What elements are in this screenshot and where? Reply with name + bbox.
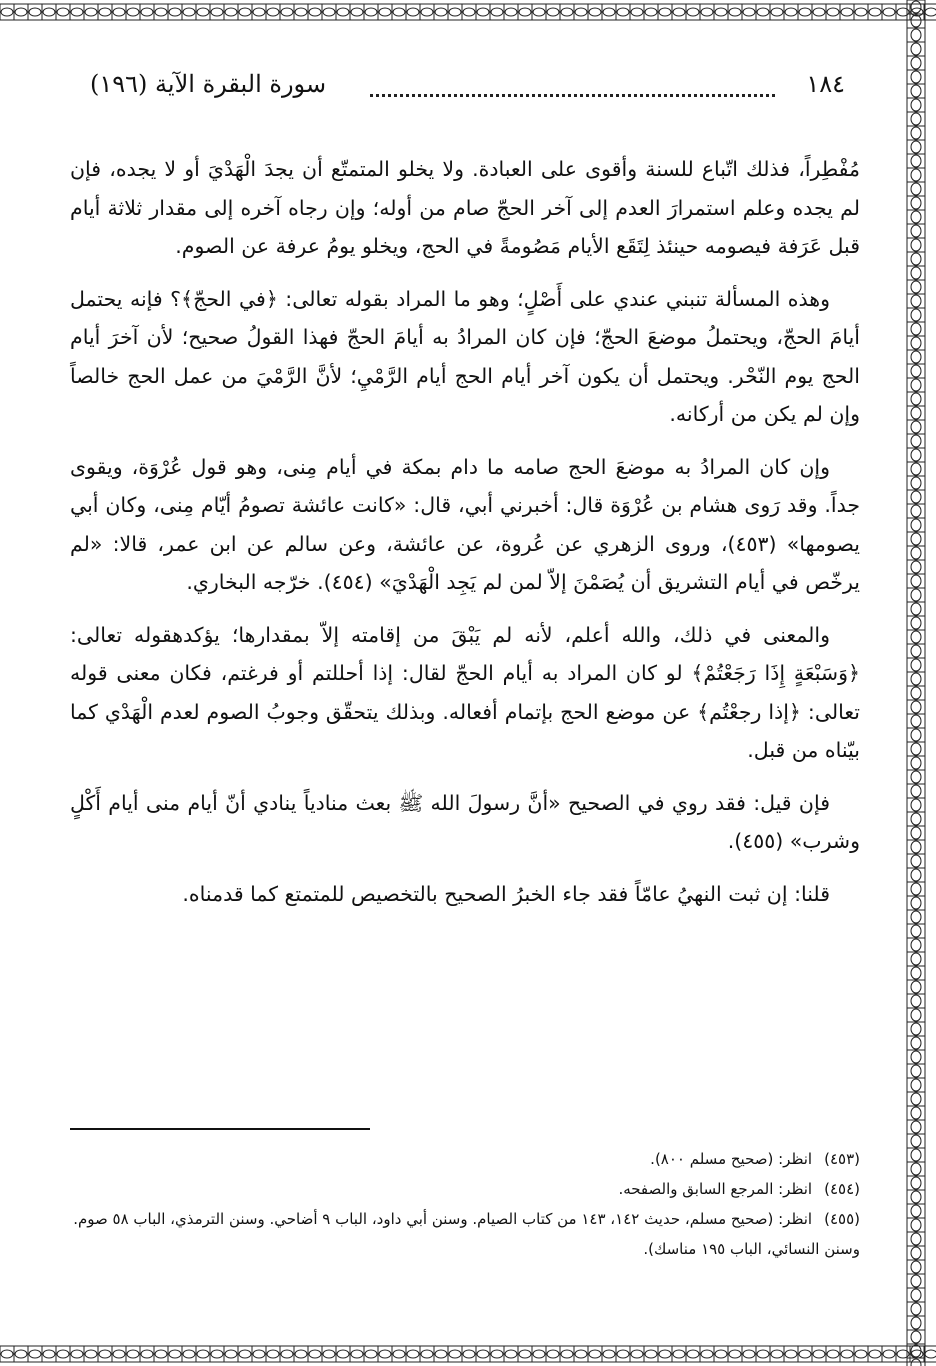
- footnote-number: (٤٥٣): [824, 1150, 860, 1168]
- page-number: ١٨٤: [806, 70, 845, 98]
- page-header: [70, 66, 860, 106]
- footnote-text: انظر: (صحيح مسلم ٨٠٠).: [650, 1150, 813, 1168]
- book-page: [70, 40, 860, 1340]
- paragraph-4: والمعنى في ذلك، والله أعلم، لأنه لم يَبْقَ من إقامته إلاّ بمقدارها؛ يؤكدهقوله تعالى: ﴿وَسَبْعَةٍ إِذَا رَجَعْتُمْ﴾ لو كان المراد به أيام الحجّ لقال: إذا أحللتم أو فرغتم، فكان معنى قوله تعالى: ﴿إذا رجعْتُم﴾ عن موضع الحج بإتمام أفعاله. وبذلك يتحقّق وجوبُ الصوم لعدم الْهَدْي كما بيّناه من قبل.: [70, 622, 860, 762]
- chapter-title: سورة البقرة الآية (١٩٦): [90, 70, 327, 98]
- footnote-455: [70, 1204, 860, 1264]
- footnote-454: [70, 1174, 860, 1204]
- footnote-text: انظر: المرجع السابق والصفحه.: [618, 1180, 813, 1198]
- header-leader-dots: [370, 94, 775, 97]
- footnote-number: (٤٥٤): [824, 1180, 860, 1198]
- footnotes: [70, 1144, 860, 1264]
- right-border-ornament: [904, 0, 928, 1366]
- footnote-number: (٤٥٥): [824, 1210, 860, 1228]
- footnote-453: [70, 1144, 860, 1174]
- paragraph-3: وإن كان المرادُ به موضعَ الحج صامه ما دام بمكة في أيام مِنى، وهو قول عُرْوَة، ويقوى جداً. وقد رَوى هشام بن عُرْوَة قال: أخبرني أبي، قال: «كانت عائشة تصومُ أيّام مِنى، وكان أبي يصومها» (٤٥٣)، وروى الزهري عن عُروة، عن عائشة، وعن سالم عن ابن عمر، قالا: «لم يرخّص في أيام التشريق أن يُصَمْنَ إلاّ لمن لم يَجِد الْهَدْيَ» (٤٥٤). خرّجه البخاري.: [70, 454, 860, 594]
- bottom-border-ornament: [0, 1344, 936, 1364]
- footnote-separator: [70, 1128, 370, 1130]
- paragraph-2: وهذه المسألة تنبني عندي على أَصْلٍ؛ وهو ما المراد بقوله تعالى: ﴿في الحجّ﴾؟ فإنه يحتمل أيامَ الحجّ، ويحتملُ موضعَ الحجّ؛ فإن كان المرادُ به أيامَ الحجّ فهذا القولُ صحيح؛ لأن آخرَ أيام الحج يوم النّحْر. ويحتمل أن يكون آخر أيام الحج أيام الرَّمْيِ؛ لأنَّ الرَّمْيَ من عمل الحج خالصاً وإن لم يكن من أركانه.: [70, 286, 860, 426]
- main-text: [70, 150, 860, 927]
- paragraph-1: مُفْطِراً، فذلك اتّباع للسنة وأقوى على العبادة. ولا يخلو المتمتّع أن يجدَ الْهَدْيَ أو لا يجده، فإن لم يجده وعلم استمرارَ العدم إلى آخر الحجّ صام من أوله؛ وإن رجاه آخره إلى مقدار ثلاثة أيام قبل عَرَفة فيصومه حينئذ لِتَقَع الأيام مَصُومةً في الحج، ويخلو يومُ عرفة عن الصوم.: [70, 157, 860, 258]
- paragraph-6: قلنا: إن ثبت النهيُ عامّاً فقد جاء الخبرُ الصحيح بالتخصيص للمتمتع كما قدمناه.: [182, 881, 830, 906]
- top-border-ornament: [0, 2, 936, 22]
- footnote-text: انظر: (صحيح مسلم، حديث ١٤٢، ١٤٣ من كتاب الصيام. وسنن أبي داود، الباب ٩ أضاحي. وسنن الترمذي، الباب ٥٨ صوم. وسنن النسائي، الباب ١٩٥ مناسك).: [73, 1210, 860, 1258]
- paragraph-5: فإن قيل: فقد روي في الصحيح «أنَّ رسولَ الله ﷺ بعث منادياً ينادي أنّ أيام منى أيام أَكْلٍ وشرب» (٤٥٥).: [70, 790, 860, 853]
